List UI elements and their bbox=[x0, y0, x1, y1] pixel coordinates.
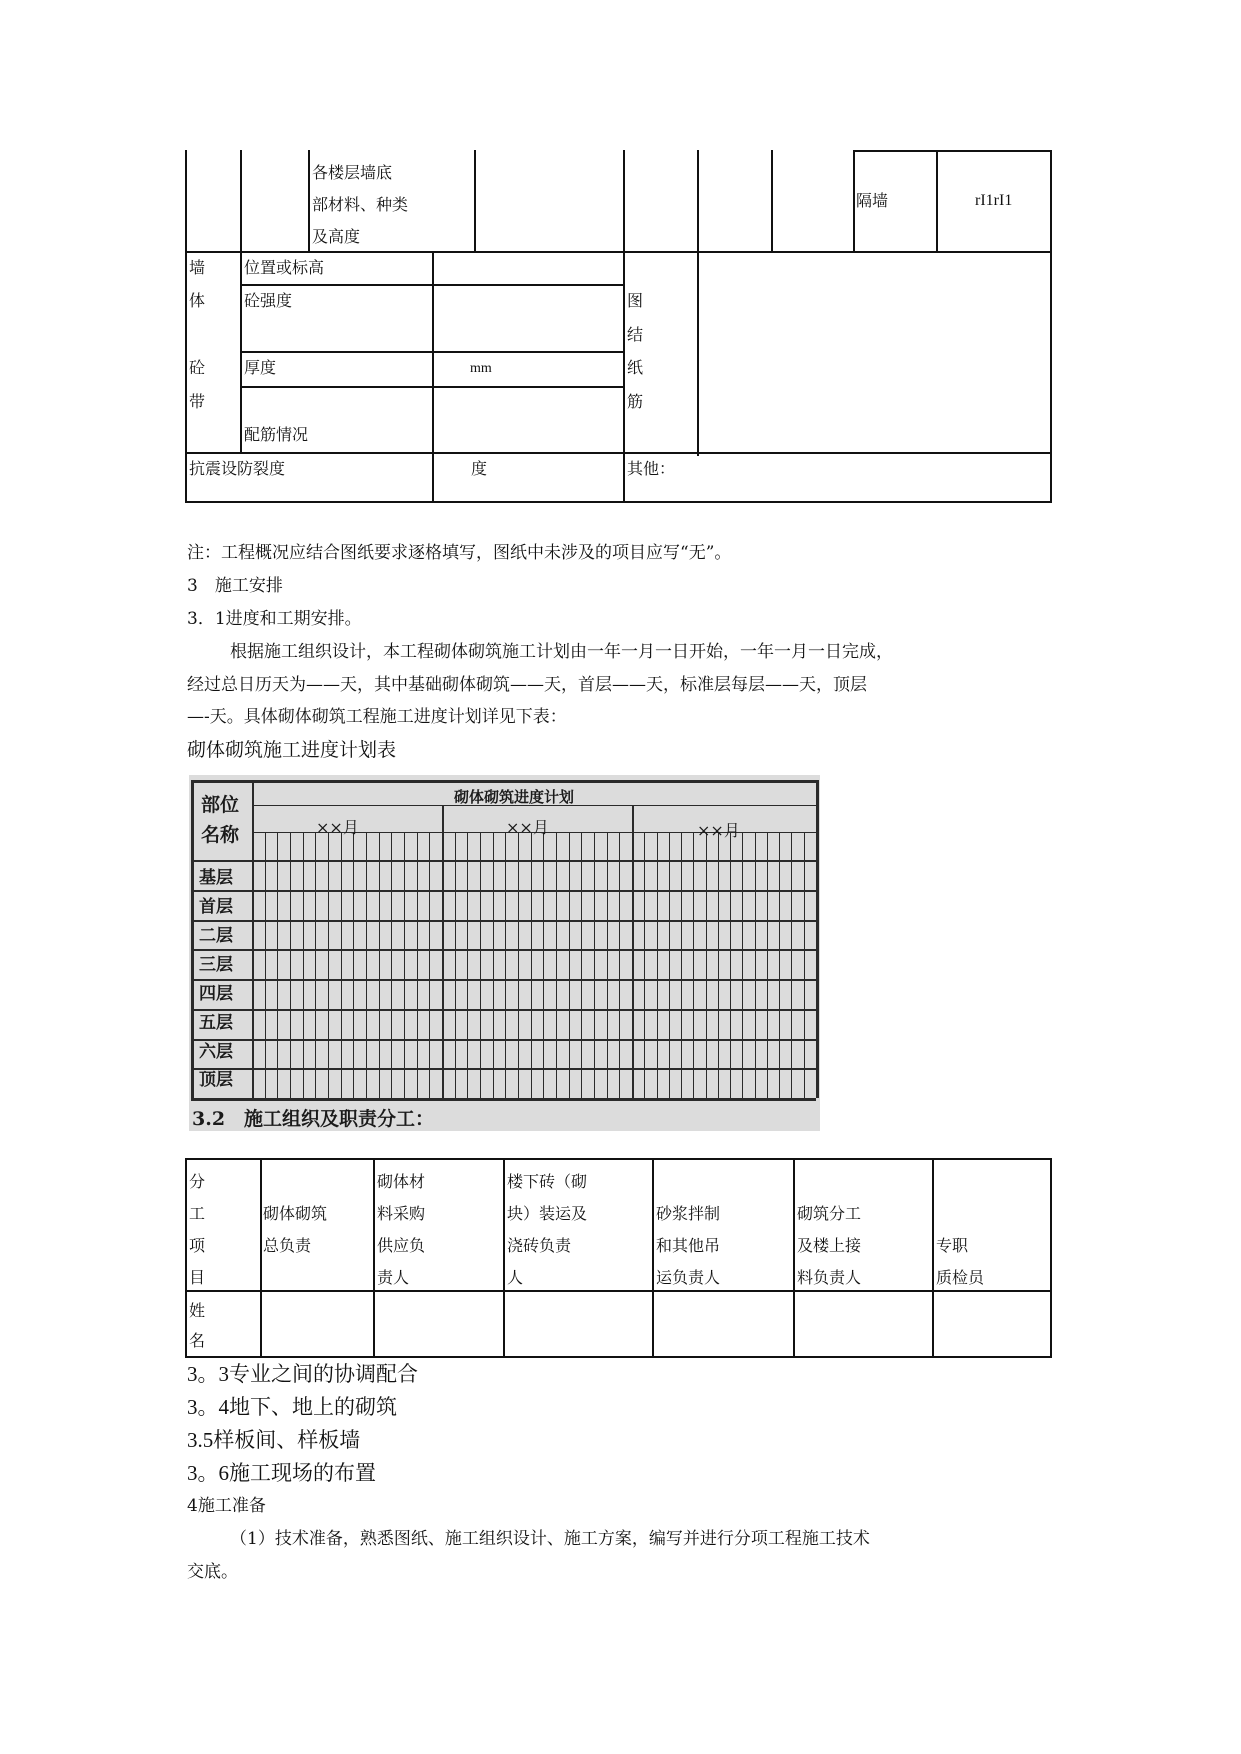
schedule-grid-line bbox=[767, 832, 768, 1098]
section-3-4: 3。4地下、地上的砌筑 bbox=[187, 1395, 397, 1419]
corner-label-top: 部位 bbox=[201, 794, 240, 816]
duty-header-division: 砌筑分工 及楼上接 料负责人 bbox=[797, 1204, 862, 1287]
schedule-grid-line bbox=[328, 832, 329, 1098]
schedule-grid-line bbox=[191, 920, 816, 922]
schedule-grid-line bbox=[531, 832, 532, 1098]
schedule-grid-line bbox=[607, 832, 608, 1098]
schedule-grid-line bbox=[581, 832, 582, 1098]
schedule-grid-line bbox=[252, 780, 254, 1098]
section-3-5: 3.5样板间、样板墙 bbox=[187, 1428, 361, 1452]
floor-label: 基层 bbox=[199, 868, 233, 888]
schedule-grid-line bbox=[191, 949, 816, 951]
section-3-title: 3 施工安排 bbox=[187, 576, 283, 596]
schedule-grid-line bbox=[693, 832, 694, 1098]
schedule-grid-line bbox=[742, 832, 743, 1098]
schedule-grid-line bbox=[480, 832, 481, 1098]
floor-label: 首层 bbox=[199, 897, 233, 917]
duty-header-transport: 楼下砖（砌 块）装运及 浇砖负责 人 bbox=[507, 1172, 588, 1287]
schedule-grid-line bbox=[619, 832, 620, 1098]
row-thickness-label: 厚度 bbox=[244, 358, 277, 377]
schedule-grid-line bbox=[718, 832, 719, 1098]
drawing-char: 结 bbox=[627, 325, 644, 344]
seismic-label: 抗震设防裂度 bbox=[189, 459, 286, 478]
schedule-grid-line bbox=[816, 780, 819, 1098]
partition-label: 隔墙 bbox=[856, 191, 889, 210]
floor-label: 四层 bbox=[199, 984, 233, 1004]
month-label: ××月 bbox=[316, 818, 359, 837]
schedule-grid-line bbox=[191, 979, 816, 981]
schedule-title: 砌体砌筑施工进度计划表 bbox=[187, 739, 397, 761]
duty-header-general: 砌体砌筑 总负责 bbox=[263, 1204, 328, 1255]
paragraph-line: —-天。具体砌体砌筑工程施工进度计划详见下表： bbox=[187, 707, 567, 727]
schedule-grid-line bbox=[505, 832, 506, 1098]
schedule-image bbox=[189, 775, 820, 1131]
schedule-grid-line bbox=[290, 832, 291, 1098]
schedule-grid-line bbox=[594, 832, 595, 1098]
row-rebar-label: 配筋情况 bbox=[244, 425, 309, 444]
schedule-grid-line bbox=[556, 832, 557, 1098]
month-label: ××月 bbox=[506, 818, 549, 837]
schedule-grid-line bbox=[379, 832, 380, 1098]
schedule-grid-line bbox=[391, 832, 392, 1098]
schedule-grid-line bbox=[191, 1039, 816, 1041]
schedule-grid-line bbox=[569, 832, 570, 1098]
schedule-grid-line bbox=[518, 832, 519, 1098]
other-label: 其他： bbox=[627, 459, 676, 478]
row-strength-label: 砼强度 bbox=[244, 291, 293, 310]
paragraph-line: 交底。 bbox=[187, 1562, 238, 1582]
schedule-grid-line bbox=[191, 780, 816, 783]
partition-value: rI1rI1 bbox=[975, 192, 1013, 209]
row-position-label: 位置或标高 bbox=[244, 258, 325, 277]
schedule-grid-line bbox=[191, 860, 816, 862]
schedule-grid-line bbox=[644, 832, 645, 1098]
corner-label-bottom: 名称 bbox=[201, 824, 240, 846]
duty-header-procurement: 砌体材 料采购 供应负 责人 bbox=[377, 1172, 426, 1287]
schedule-grid-line bbox=[191, 1009, 816, 1011]
schedule-grid-line bbox=[681, 832, 682, 1098]
duty-header-inspector: 专职 质检员 bbox=[936, 1236, 985, 1287]
schedule-grid-line bbox=[315, 832, 316, 1098]
schedule-grid-line bbox=[657, 832, 658, 1098]
duty-first-header: 分 工 项 目 bbox=[189, 1172, 206, 1287]
schedule-grid-line bbox=[429, 832, 430, 1098]
schedule-grid-line bbox=[493, 832, 494, 1098]
floor-label: 三层 bbox=[199, 955, 233, 975]
wall-band-char: 墙 bbox=[189, 258, 206, 277]
section-3-6: 3。6施工现场的布置 bbox=[187, 1461, 376, 1485]
wall-band-char: 体 bbox=[189, 291, 206, 310]
note-text: 注：工程概况应结合图纸要求逐格填写，图纸中未涉及的项目应写“无”。 bbox=[187, 543, 732, 563]
schedule-grid-line bbox=[303, 832, 304, 1098]
section-3-1-title: 3．1进度和工期安排。 bbox=[187, 609, 362, 629]
schedule-grid-line bbox=[669, 832, 670, 1098]
schedule-grid-line bbox=[730, 832, 731, 1098]
floor-label: 顶层 bbox=[199, 1070, 233, 1090]
schedule-grid-line bbox=[191, 780, 194, 1098]
paragraph-line: 经过总日历天为——天，其中基础砌体砌筑——天，首层——天，标准层每层——天，顶层 bbox=[187, 675, 867, 695]
floor-label: 五层 bbox=[199, 1013, 233, 1033]
schedule-grid-line bbox=[341, 832, 342, 1098]
schedule-grid-line bbox=[191, 890, 816, 892]
drawing-char: 图 bbox=[627, 291, 644, 310]
schedule-grid-line bbox=[543, 832, 544, 1098]
schedule-header: 砌体砌筑进度计划 bbox=[454, 788, 575, 806]
schedule-grid-line bbox=[791, 832, 792, 1098]
drawing-char: 筋 bbox=[627, 392, 644, 411]
wall-band-char: 砼 bbox=[189, 358, 206, 377]
section-4-title: 4施工准备 bbox=[187, 1496, 266, 1516]
name-row-label: 姓 名 bbox=[189, 1301, 206, 1350]
schedule-grid-line bbox=[706, 832, 707, 1098]
seismic-unit: 度 bbox=[471, 459, 488, 478]
month-label: ××月 bbox=[697, 821, 740, 840]
schedule-grid-line bbox=[632, 805, 634, 1098]
schedule-grid-line bbox=[804, 832, 805, 1098]
duty-header-mortar: 砂浆拌制 和其他吊 运负责人 bbox=[656, 1204, 721, 1287]
schedule-caption: 3.2 施工组织及职责分工： bbox=[192, 1108, 435, 1130]
wall-band-char: 带 bbox=[189, 392, 206, 411]
schedule-grid-line bbox=[455, 832, 456, 1098]
schedule-grid-line bbox=[353, 832, 354, 1098]
schedule-grid-line bbox=[277, 832, 278, 1098]
schedule-grid-line bbox=[779, 832, 780, 1098]
schedule-grid-line bbox=[755, 832, 756, 1098]
thickness-unit: mm bbox=[470, 361, 492, 376]
schedule-grid-line bbox=[404, 832, 405, 1098]
section-3-3: 3。3专业之间的协调配合 bbox=[187, 1362, 418, 1386]
paragraph-line: 根据施工组织设计，本工程砌体砌筑施工计划由一年一月一日开始，一年一月一日完成， bbox=[230, 642, 893, 662]
floor-label: 二层 bbox=[199, 926, 233, 946]
drawing-char: 纸 bbox=[627, 358, 644, 377]
paragraph-line: （1）技术准备，熟悉图纸、施工组织设计、施工方案，编写并进行分项工程施工技术 bbox=[230, 1529, 870, 1549]
schedule-grid-line bbox=[442, 805, 444, 1098]
schedule-grid-line bbox=[366, 832, 367, 1098]
floor-label: 六层 bbox=[199, 1042, 233, 1062]
schedule-grid-line bbox=[265, 832, 266, 1098]
schedule-grid-line bbox=[191, 1068, 816, 1070]
schedule-grid-line bbox=[467, 832, 468, 1098]
floor-material-label: 各楼层墙底 部材料、种类 及高度 bbox=[312, 163, 409, 246]
schedule-grid-line bbox=[417, 832, 418, 1098]
schedule-grid-line bbox=[191, 1098, 816, 1101]
